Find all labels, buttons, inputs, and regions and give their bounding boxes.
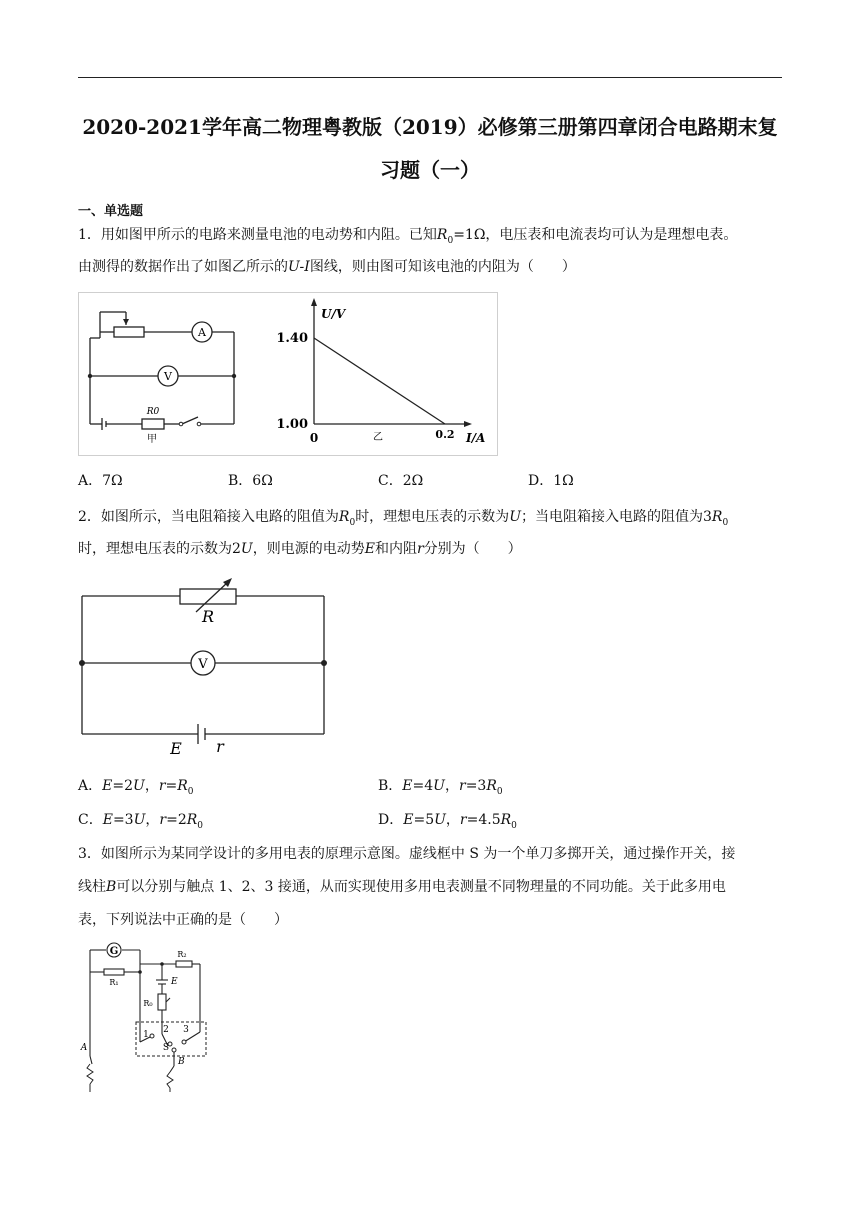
emf-label: E xyxy=(170,739,182,758)
junction-right xyxy=(232,374,236,378)
y-tick-bottom: 1.00 xyxy=(276,417,308,432)
internal-resistance-label: r xyxy=(216,737,224,756)
r1-label: R₁ xyxy=(109,978,119,987)
q3-text-line1: 3．如图所示为某同学设计的多用电表的原理示意图。虚线框中 S 为一个单刀多掷开关，通过操作开关，接 xyxy=(78,846,736,862)
switch-pivot xyxy=(172,1048,176,1052)
q2-text-line2: 时，理想电压表的示数为2U，则电源的电动势E和内阻r分别为（ ） xyxy=(78,541,522,557)
rheostat xyxy=(114,327,144,337)
junction-left xyxy=(79,660,85,666)
q1-text-line2: 由测得的数据作出了如图乙所示的U-I图线，则由图可知该电池的内阻为（ ） xyxy=(78,259,576,275)
q2-option-d[interactable]: D．E=5U，$r=4.5R_0$ xyxy=(378,812,517,831)
switch-contact-left xyxy=(179,422,183,426)
q3-text-line3: 表，下列说法中正确的是（ ） xyxy=(78,912,288,928)
contact-3 xyxy=(182,1040,186,1044)
r2-resistor xyxy=(176,961,192,967)
x-axis-label: I/A xyxy=(466,431,486,445)
q2-circuit-figure xyxy=(78,574,330,764)
q1-figure xyxy=(78,292,498,456)
contact-1 xyxy=(150,1034,154,1038)
q2-option-c[interactable]: C．E=3U，$r=2R_0$ xyxy=(78,812,204,831)
q3-multimeter-figure xyxy=(78,938,210,1094)
emf-label: E xyxy=(171,977,178,987)
page-title-line1: 2020-2021学年高二物理粤教版（2019）必修第三册第四章闭合电路期末复 xyxy=(82,115,778,139)
q2-option-b[interactable]: B．E=4U，$r=3R_0$ xyxy=(378,778,503,797)
x-tick-zero: 0 xyxy=(309,431,319,445)
rheostat-slider xyxy=(123,319,129,325)
x-axis-arrow xyxy=(464,421,472,427)
voltmeter-label: V xyxy=(164,370,172,383)
terminal-a-label: A xyxy=(80,1043,88,1053)
section-heading: 一、单选题 xyxy=(78,204,144,219)
ammeter-label: A xyxy=(198,326,206,339)
contact-2-label: 2 xyxy=(163,1025,169,1035)
caption-jia: 甲 xyxy=(147,434,157,445)
q3-text-line2: 线柱B可以分别与触点 1、2、3 接通，从而实现使用多用电表测量不同物理量的不同功能。关于此多用电 xyxy=(78,879,726,895)
resistor-label: R xyxy=(201,607,215,626)
junction-right xyxy=(321,660,327,666)
r1-resistor xyxy=(104,969,124,975)
r0-resistor xyxy=(142,419,164,429)
y-tick-top: 1.40 xyxy=(276,331,308,346)
r0-label: R₀ xyxy=(143,999,153,1008)
switch-label: S xyxy=(162,1043,170,1053)
caption-yi: 乙 xyxy=(373,432,383,443)
x-tick-end: 0.2 xyxy=(435,428,455,441)
voltmeter-label: V xyxy=(198,657,208,672)
r2-label: R₂ xyxy=(177,950,187,959)
q1-option-a[interactable]: A．7Ω xyxy=(78,473,123,489)
r0-label: R0 xyxy=(146,407,160,417)
contact-3-label: 3 xyxy=(183,1025,189,1035)
graph-axes xyxy=(314,304,466,424)
q2-option-a[interactable]: A．E=2U，$r=R_0$ xyxy=(78,778,194,797)
circuit-jia xyxy=(90,312,234,430)
q1-text-line1: 1．用如图甲所示的电路来测量电池的电动势和内阻。已知$R_0=1\Omega$，电压表和电流表均可认为是理想电表。 xyxy=(78,227,738,246)
q1-option-d[interactable]: D．1Ω xyxy=(528,473,574,489)
q1-option-c[interactable]: C．2Ω xyxy=(378,473,424,489)
switch-contact-right xyxy=(197,422,201,426)
junction-left xyxy=(88,374,92,378)
q2-text-line1: 2．如图所示，当电阻箱接入电路的阻值为$R_0$时，理想电压表的示数为U；当电阻箱接入电路的阻值为$3R_0$ xyxy=(78,509,729,528)
galvanometer-label: G xyxy=(109,946,119,957)
q1-option-b[interactable]: B．6Ω xyxy=(228,473,273,489)
ui-line-series xyxy=(314,338,445,424)
terminal-b-label: B xyxy=(178,1057,185,1067)
y-axis-label: U/V xyxy=(321,307,346,321)
r0-resistor xyxy=(158,994,166,1010)
contact-1-label: 1 xyxy=(143,1030,149,1040)
header-rule xyxy=(78,77,782,78)
page-title-line2: 习题（一） xyxy=(380,158,480,182)
resistance-box xyxy=(180,589,236,604)
y-axis-arrow xyxy=(311,298,317,306)
